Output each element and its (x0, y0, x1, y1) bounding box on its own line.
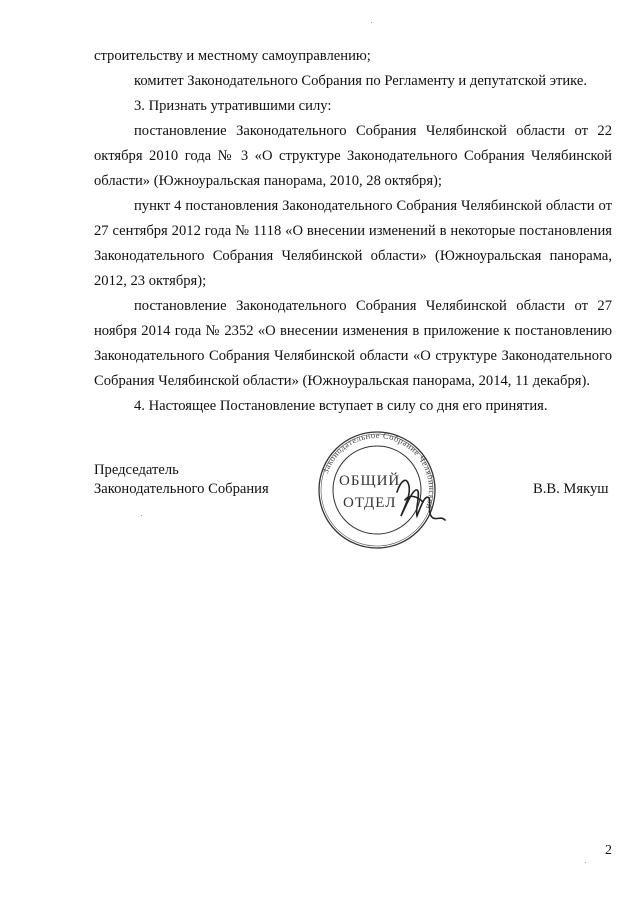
paragraph-6: постановление Законодательного Собрания Челябинской области от 27 ноября 2014 года № 2352 «О внесении изменения в приложение к постановлению Законодательного Собрания Челябинской области «О структуре Законодательного Собрания Челябинской области» (Южноуральская панорама, 2014, 11 декабря). (94, 298, 612, 389)
scan-speck (371, 22, 372, 23)
signatory-position-line-2: Законодательного Собрания (94, 481, 269, 497)
stamp-line-2: ОТДЕЛ (343, 495, 397, 511)
paragraph-4: постановление Законодательного Собрания Челябинской области от 22 октября 2010 года № 3 «О структуре Законодательного Собрания Челябинской области» (Южноуральская панорама, 2010, 28 октября); (94, 123, 612, 189)
stamp-ring-text: Законодательное Собрание Челябинской (319, 430, 438, 511)
paragraph-7: 4. Настоящее Постановление вступает в силу со дня его принятия. (134, 398, 548, 414)
paragraph-1: строительству и местному самоуправлению; (94, 48, 371, 64)
signatory-position-line-1: Председатель (94, 462, 179, 478)
stamp-line-1: ОБЩИЙ (339, 473, 401, 489)
signatory-position (94, 461, 269, 499)
document-body (94, 44, 612, 419)
paragraph-5: пункт 4 постановления Законодательного Собрания Челябинской области от 27 сентября 2012 года № 1118 «О внесении изменений в некоторые постановления Законодательного Собрания Челябинской области» (Южноуральская панорама, 2012, 23 октября); (94, 198, 612, 289)
scan-speck (585, 862, 586, 863)
paragraph-2: комитет Законодательного Собрания по Регламенту и депутатской этике. (134, 73, 587, 89)
signatory-name: В.В. Мякуш (533, 481, 609, 497)
scan-speck (141, 515, 142, 516)
official-stamp (305, 430, 450, 550)
page-number: 2 (605, 843, 612, 858)
paragraph-3: 3. Признать утратившими силу: (134, 98, 332, 114)
